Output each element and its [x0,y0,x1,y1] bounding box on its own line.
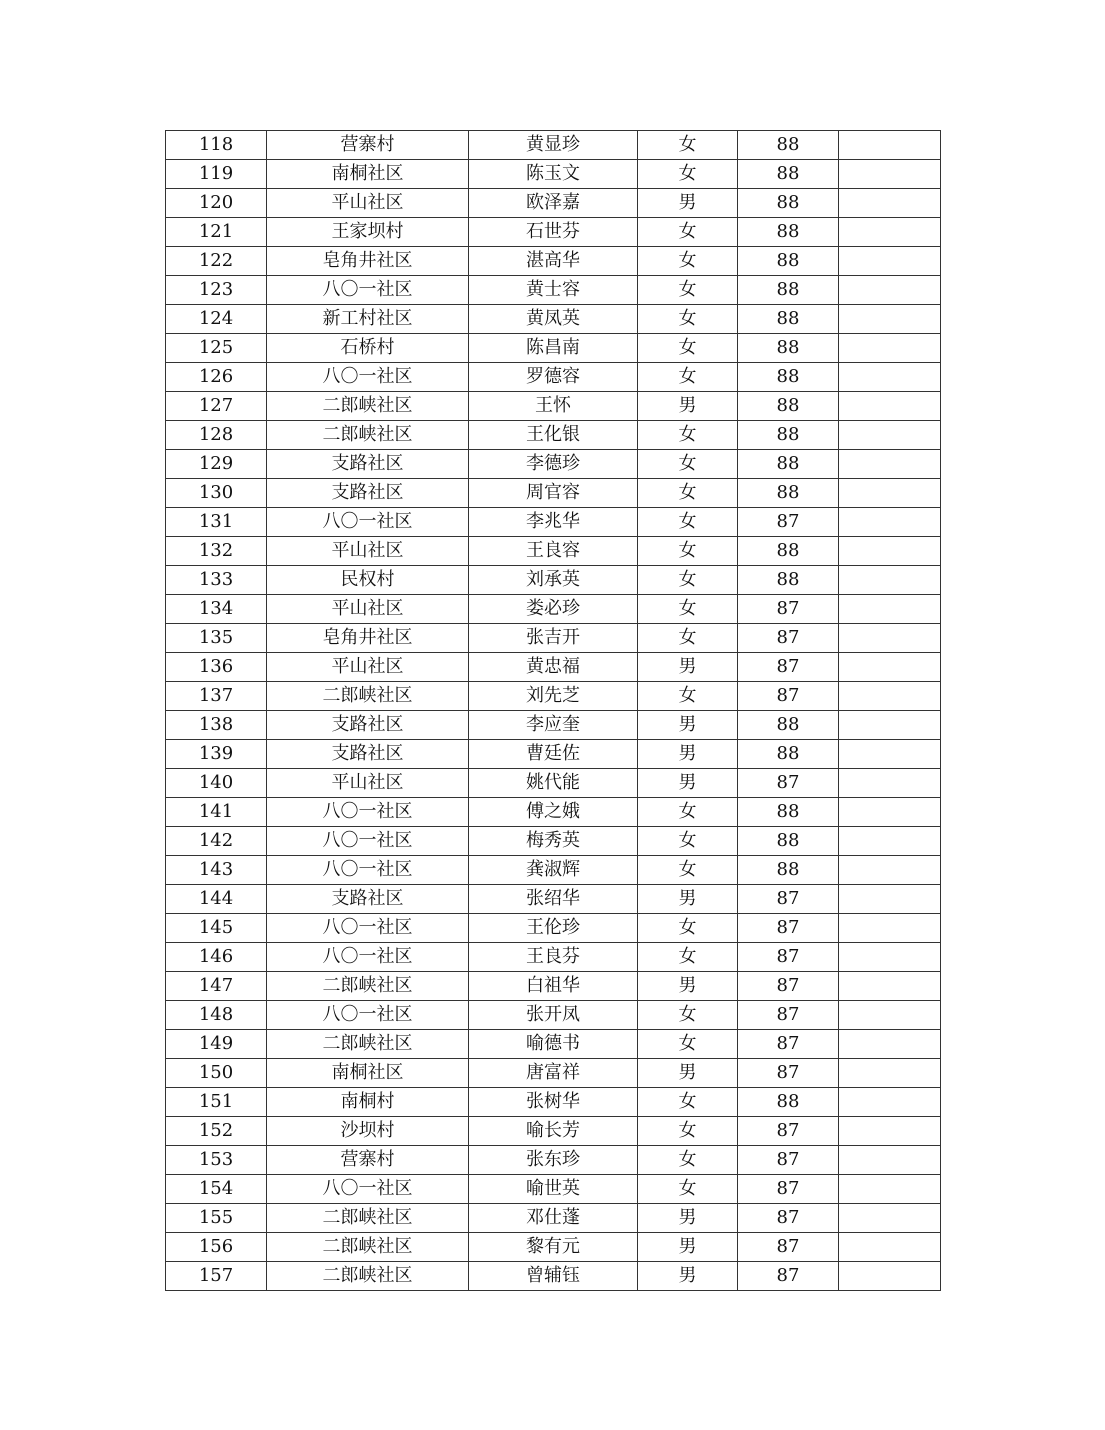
cell-sex: 男 [638,1262,738,1291]
cell-note [839,363,941,392]
cell-community: 平山社区 [267,769,469,798]
cell-age: 88 [738,363,839,392]
cell-name: 曾辅钰 [469,1262,638,1291]
cell-note [839,1262,941,1291]
cell-number: 139 [166,740,267,769]
cell-note [839,943,941,972]
cell-community: 八〇一社区 [267,827,469,856]
cell-name: 娄必珍 [469,595,638,624]
table-row [166,218,941,247]
table-row [166,827,941,856]
cell-note [839,160,941,189]
table-row [166,1204,941,1233]
cell-name: 罗德容 [469,363,638,392]
cell-sex: 女 [638,363,738,392]
cell-age: 87 [738,682,839,711]
cell-name: 张吉开 [469,624,638,653]
cell-note [839,1146,941,1175]
table-row [166,508,941,537]
cell-number: 127 [166,392,267,421]
cell-number: 150 [166,1059,267,1088]
cell-number: 123 [166,276,267,305]
cell-community: 二郎峡社区 [267,1030,469,1059]
table-row [166,856,941,885]
cell-sex: 女 [638,305,738,334]
cell-sex: 女 [638,1088,738,1117]
cell-note [839,1204,941,1233]
cell-note [839,1001,941,1030]
cell-name: 李兆华 [469,508,638,537]
table-row [166,421,941,450]
table-row [166,798,941,827]
cell-number: 133 [166,566,267,595]
cell-sex: 男 [638,1233,738,1262]
cell-number: 119 [166,160,267,189]
cell-community: 支路社区 [267,450,469,479]
cell-note [839,1175,941,1204]
table-row [166,566,941,595]
cell-community: 皂角井社区 [267,247,469,276]
cell-number: 153 [166,1146,267,1175]
cell-age: 87 [738,914,839,943]
cell-community: 八〇一社区 [267,1175,469,1204]
cell-number: 145 [166,914,267,943]
cell-community: 皂角井社区 [267,624,469,653]
cell-note [839,1088,941,1117]
cell-number: 126 [166,363,267,392]
cell-sex: 女 [638,276,738,305]
cell-age: 87 [738,1117,839,1146]
cell-note [839,856,941,885]
cell-number: 135 [166,624,267,653]
table-row [166,363,941,392]
cell-age: 87 [738,1233,839,1262]
cell-age: 88 [738,392,839,421]
cell-number: 140 [166,769,267,798]
cell-sex: 男 [638,392,738,421]
table-row [166,392,941,421]
cell-age: 88 [738,827,839,856]
cell-age: 87 [738,1030,839,1059]
cell-age: 88 [738,131,839,160]
cell-number: 120 [166,189,267,218]
cell-community: 支路社区 [267,740,469,769]
table-row [166,1262,941,1291]
cell-sex: 女 [638,1001,738,1030]
table-row [166,450,941,479]
cell-sex: 女 [638,798,738,827]
cell-community: 支路社区 [267,479,469,508]
cell-sex: 女 [638,943,738,972]
cell-name: 陈昌南 [469,334,638,363]
cell-name: 张开凤 [469,1001,638,1030]
table-row [166,943,941,972]
cell-note [839,595,941,624]
data-table [165,130,941,1291]
table-row [166,1088,941,1117]
cell-number: 154 [166,1175,267,1204]
cell-sex: 男 [638,740,738,769]
cell-name: 石世芬 [469,218,638,247]
cell-age: 87 [738,508,839,537]
cell-age: 87 [738,595,839,624]
cell-note [839,479,941,508]
cell-age: 88 [738,218,839,247]
cell-sex: 男 [638,653,738,682]
cell-sex: 女 [638,334,738,363]
table-row [166,131,941,160]
cell-name: 李应奎 [469,711,638,740]
cell-note [839,827,941,856]
cell-name: 曹廷佐 [469,740,638,769]
cell-community: 八〇一社区 [267,798,469,827]
cell-age: 87 [738,653,839,682]
cell-name: 刘承英 [469,566,638,595]
table-body [166,131,941,1291]
cell-note [839,131,941,160]
cell-community: 南桐社区 [267,160,469,189]
cell-age: 88 [738,856,839,885]
cell-number: 143 [166,856,267,885]
cell-name: 刘先芝 [469,682,638,711]
cell-age: 88 [738,711,839,740]
cell-name: 梅秀英 [469,827,638,856]
table-row [166,1001,941,1030]
cell-sex: 女 [638,508,738,537]
cell-note [839,740,941,769]
cell-note [839,508,941,537]
cell-name: 欧泽嘉 [469,189,638,218]
cell-name: 王良芬 [469,943,638,972]
cell-sex: 女 [638,856,738,885]
cell-community: 二郎峡社区 [267,972,469,1001]
cell-community: 平山社区 [267,189,469,218]
table-row [166,305,941,334]
cell-name: 黄凤英 [469,305,638,334]
cell-note [839,247,941,276]
cell-note [839,421,941,450]
cell-name: 喻德书 [469,1030,638,1059]
cell-community: 二郎峡社区 [267,1204,469,1233]
cell-age: 88 [738,479,839,508]
cell-note [839,682,941,711]
cell-name: 王怀 [469,392,638,421]
cell-age: 87 [738,769,839,798]
cell-sex: 女 [638,682,738,711]
cell-number: 141 [166,798,267,827]
table-row [166,189,941,218]
cell-number: 132 [166,537,267,566]
cell-sex: 女 [638,421,738,450]
cell-number: 149 [166,1030,267,1059]
cell-name: 王伦珍 [469,914,638,943]
table-row [166,160,941,189]
table-row [166,1117,941,1146]
cell-number: 118 [166,131,267,160]
cell-sex: 男 [638,711,738,740]
cell-community: 二郎峡社区 [267,682,469,711]
cell-sex: 女 [638,914,738,943]
cell-community: 八〇一社区 [267,856,469,885]
cell-age: 88 [738,537,839,566]
cell-number: 151 [166,1088,267,1117]
cell-note [839,653,941,682]
cell-sex: 女 [638,479,738,508]
cell-number: 130 [166,479,267,508]
cell-sex: 女 [638,1030,738,1059]
table-row [166,1030,941,1059]
cell-community: 南桐村 [267,1088,469,1117]
cell-name: 龚淑辉 [469,856,638,885]
cell-age: 88 [738,160,839,189]
cell-community: 民权村 [267,566,469,595]
cell-sex: 男 [638,1059,738,1088]
cell-age: 88 [738,276,839,305]
cell-name: 张东珍 [469,1146,638,1175]
cell-number: 155 [166,1204,267,1233]
cell-name: 黄士容 [469,276,638,305]
cell-sex: 男 [638,769,738,798]
cell-number: 124 [166,305,267,334]
cell-sex: 女 [638,131,738,160]
cell-sex: 男 [638,189,738,218]
cell-name: 王良容 [469,537,638,566]
cell-note [839,769,941,798]
table-row [166,1175,941,1204]
table-row [166,334,941,363]
cell-number: 121 [166,218,267,247]
cell-age: 87 [738,1204,839,1233]
cell-note [839,537,941,566]
cell-community: 平山社区 [267,595,469,624]
cell-note [839,334,941,363]
cell-number: 152 [166,1117,267,1146]
cell-name: 喻世英 [469,1175,638,1204]
cell-community: 八〇一社区 [267,943,469,972]
cell-number: 125 [166,334,267,363]
cell-age: 87 [738,885,839,914]
cell-age: 88 [738,740,839,769]
cell-community: 平山社区 [267,537,469,566]
cell-note [839,276,941,305]
cell-age: 88 [738,798,839,827]
cell-sex: 女 [638,1175,738,1204]
cell-community: 二郎峡社区 [267,392,469,421]
cell-sex: 女 [638,595,738,624]
cell-number: 157 [166,1262,267,1291]
cell-community: 王家坝村 [267,218,469,247]
cell-note [839,972,941,1001]
cell-sex: 女 [638,566,738,595]
cell-age: 87 [738,1262,839,1291]
cell-name: 黎有元 [469,1233,638,1262]
cell-name: 陈玉文 [469,160,638,189]
cell-note [839,711,941,740]
table-row [166,624,941,653]
cell-number: 129 [166,450,267,479]
cell-name: 李德珍 [469,450,638,479]
table-row [166,247,941,276]
cell-number: 148 [166,1001,267,1030]
table-row [166,914,941,943]
cell-sex: 男 [638,972,738,1001]
cell-age: 87 [738,1146,839,1175]
cell-age: 87 [738,1001,839,1030]
cell-name: 白祖华 [469,972,638,1001]
cell-community: 石桥村 [267,334,469,363]
table-row [166,1059,941,1088]
table-row [166,595,941,624]
cell-community: 平山社区 [267,653,469,682]
cell-note [839,1233,941,1262]
cell-community: 二郎峡社区 [267,1233,469,1262]
cell-sex: 女 [638,1146,738,1175]
cell-note [839,218,941,247]
cell-number: 128 [166,421,267,450]
cell-note [839,189,941,218]
cell-note [839,798,941,827]
cell-note [839,1030,941,1059]
cell-sex: 女 [638,1117,738,1146]
table-row [166,653,941,682]
table-row [166,1146,941,1175]
cell-note [839,914,941,943]
cell-sex: 女 [638,537,738,566]
table-row [166,885,941,914]
cell-number: 142 [166,827,267,856]
cell-name: 傅之娥 [469,798,638,827]
cell-name: 湛高华 [469,247,638,276]
cell-community: 营寨村 [267,1146,469,1175]
table-row [166,537,941,566]
cell-note [839,305,941,334]
cell-sex: 女 [638,827,738,856]
cell-sex: 女 [638,160,738,189]
cell-number: 138 [166,711,267,740]
cell-sex: 女 [638,450,738,479]
cell-number: 122 [166,247,267,276]
table-row [166,682,941,711]
table-row [166,711,941,740]
cell-note [839,1117,941,1146]
cell-note [839,450,941,479]
cell-community: 八〇一社区 [267,363,469,392]
table-row [166,479,941,508]
cell-community: 二郎峡社区 [267,1262,469,1291]
cell-community: 八〇一社区 [267,1001,469,1030]
table-row [166,276,941,305]
cell-sex: 女 [638,624,738,653]
cell-community: 八〇一社区 [267,914,469,943]
cell-community: 沙坝村 [267,1117,469,1146]
cell-name: 黄显珍 [469,131,638,160]
cell-age: 87 [738,943,839,972]
cell-sex: 女 [638,218,738,247]
cell-number: 136 [166,653,267,682]
cell-community: 支路社区 [267,711,469,740]
cell-note [839,624,941,653]
cell-community: 支路社区 [267,885,469,914]
cell-note [839,566,941,595]
cell-name: 张绍华 [469,885,638,914]
cell-sex: 男 [638,1204,738,1233]
cell-community: 南桐社区 [267,1059,469,1088]
cell-name: 黄忠福 [469,653,638,682]
cell-number: 137 [166,682,267,711]
cell-number: 156 [166,1233,267,1262]
cell-community: 二郎峡社区 [267,421,469,450]
cell-age: 88 [738,247,839,276]
cell-community: 新工村社区 [267,305,469,334]
cell-name: 王化银 [469,421,638,450]
cell-age: 88 [738,189,839,218]
cell-number: 134 [166,595,267,624]
cell-name: 唐富祥 [469,1059,638,1088]
cell-note [839,1059,941,1088]
cell-note [839,392,941,421]
cell-sex: 男 [638,885,738,914]
cell-age: 88 [738,566,839,595]
table-row [166,740,941,769]
cell-community: 八〇一社区 [267,508,469,537]
cell-age: 88 [738,450,839,479]
cell-number: 146 [166,943,267,972]
cell-age: 87 [738,1175,839,1204]
cell-name: 张树华 [469,1088,638,1117]
cell-name: 姚代能 [469,769,638,798]
cell-age: 88 [738,334,839,363]
cell-number: 147 [166,972,267,1001]
cell-age: 87 [738,624,839,653]
cell-name: 喻长芳 [469,1117,638,1146]
cell-age: 88 [738,421,839,450]
cell-community: 营寨村 [267,131,469,160]
table-row [166,972,941,1001]
cell-number: 144 [166,885,267,914]
cell-age: 87 [738,1059,839,1088]
cell-age: 88 [738,1088,839,1117]
table-row [166,1233,941,1262]
table-row [166,769,941,798]
cell-age: 88 [738,305,839,334]
cell-age: 87 [738,972,839,1001]
cell-number: 131 [166,508,267,537]
cell-community: 八〇一社区 [267,276,469,305]
cell-name: 邓仕蓬 [469,1204,638,1233]
cell-note [839,885,941,914]
cell-name: 周官容 [469,479,638,508]
cell-sex: 女 [638,247,738,276]
